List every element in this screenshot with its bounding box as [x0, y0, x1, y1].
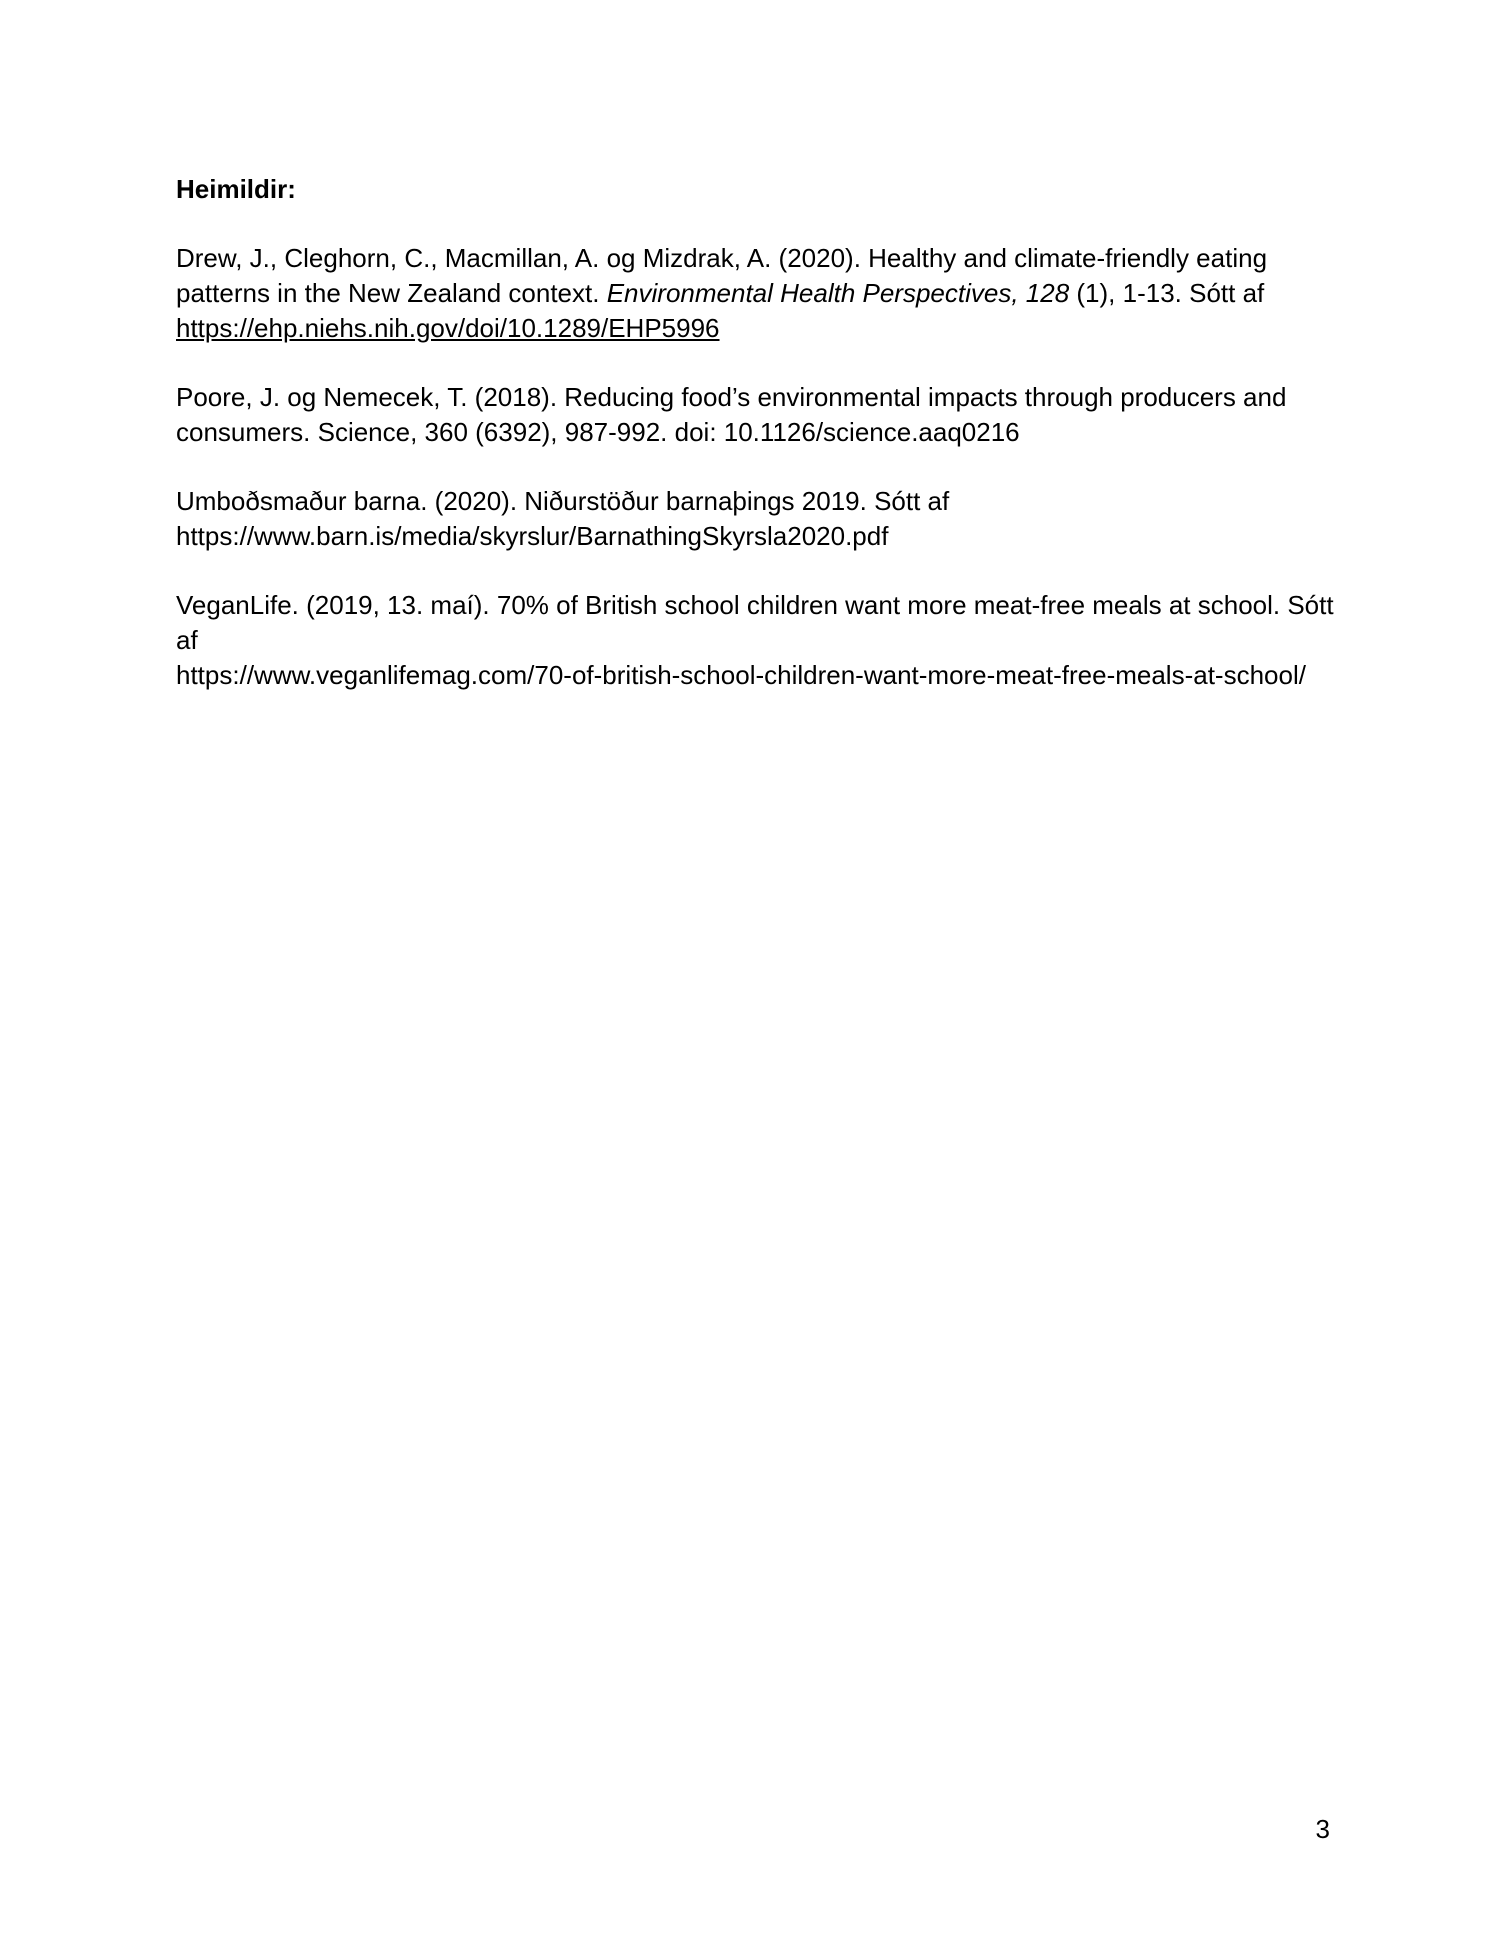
reference-drew-text: Drew, J., Cleghorn, C., Macmillan, A. og Mizdrak, A. (2020). Healthy and climate-friendly eating patterns in the New Zealand context. [176, 243, 1268, 308]
page-number: 3 [1315, 1814, 1330, 1844]
reference-umbodsmadur [176, 484, 1336, 554]
reference-poore-text: Poore, J. og Nemecek, T. (2018). Reducing food’s environmental impacts through producers and consumers. Science, 360 (6392), 987-992. doi: 10.1126/science.aaq0216 [176, 382, 1287, 447]
reference-drew-journal: Environmental Health Perspectives, 128 [606, 278, 1070, 308]
reference-umbodsmadur-url: https://www.barn.is/media/skyrslur/BarnathingSkyrsla2020.pdf [176, 521, 889, 551]
references-heading: Heimildir: [176, 174, 296, 204]
reference-veganlife-text: VeganLife. (2019, 13. maí). 70% of British school children want more meat-free meals at school. Sótt af [176, 590, 1334, 655]
reference-drew-link[interactable]: https://ehp.niehs.nih.gov/doi/10.1289/EHP5996 [176, 313, 720, 343]
reference-umbodsmadur-text: Umboðsmaður barna. (2020). Niðurstöður barnaþings 2019. Sótt af [176, 486, 950, 516]
reference-poore [176, 380, 1336, 450]
reference-veganlife [176, 588, 1336, 693]
reference-drew-text-2: (1), 1-13. Sótt af [1069, 278, 1265, 308]
reference-drew [176, 241, 1336, 346]
references-section [176, 172, 1336, 727]
reference-veganlife-url: https://www.veganlifemag.com/70-of-british-school-children-want-more-meat-free-meals-at-school/ [176, 660, 1306, 690]
